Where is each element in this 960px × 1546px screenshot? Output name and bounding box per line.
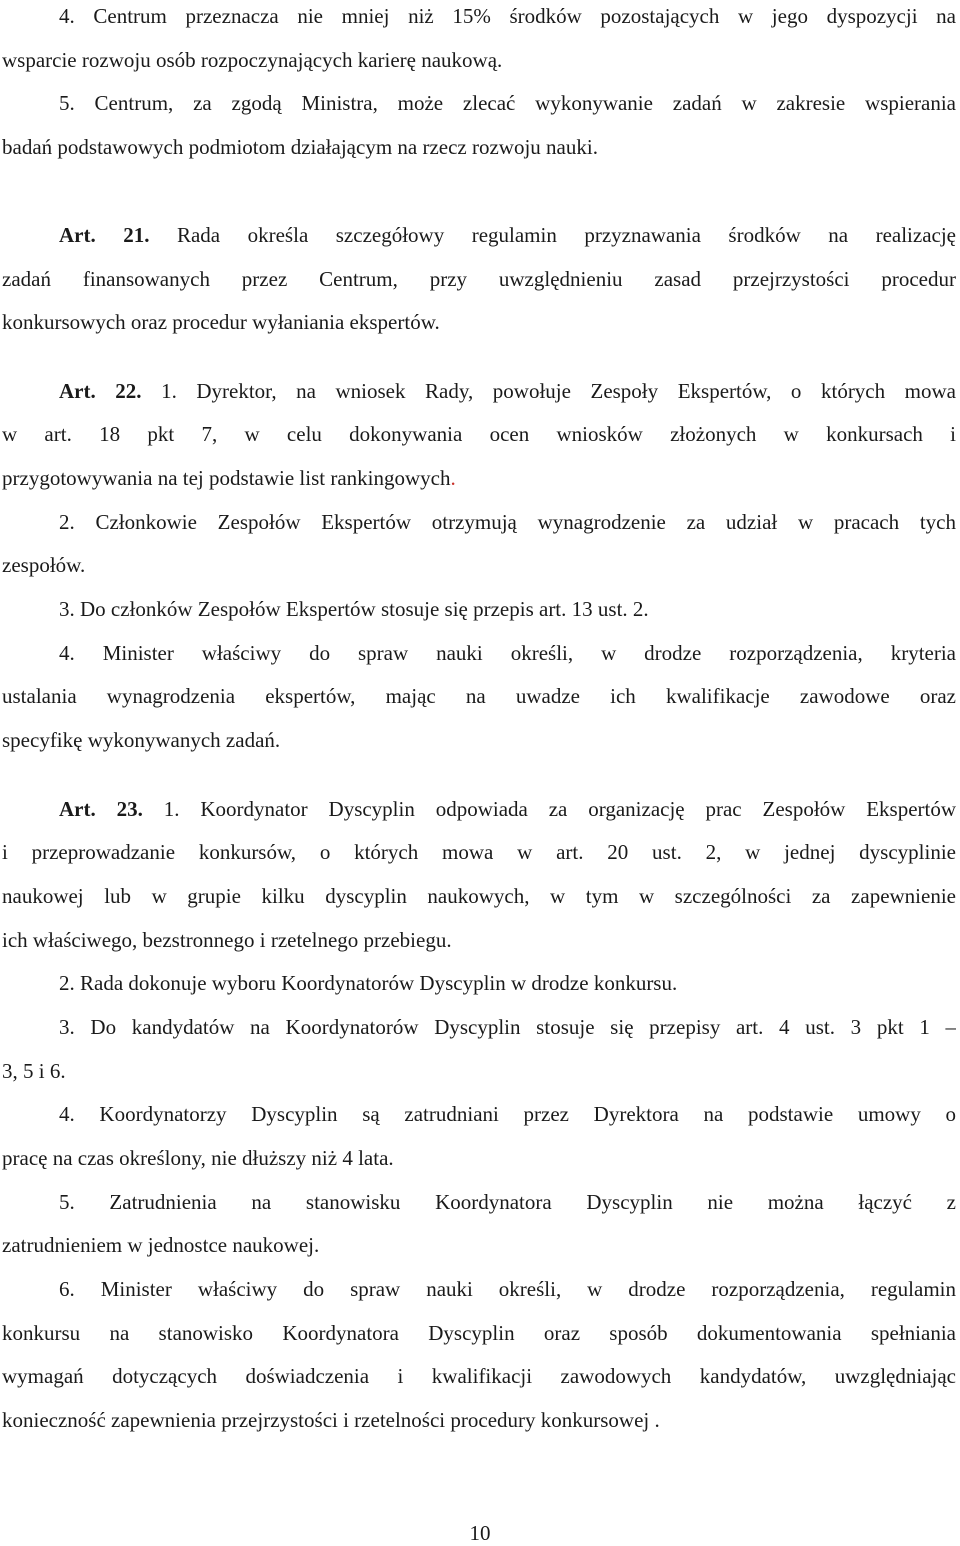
text-line: wymagań dotyczących doświadczenia i kwalifikacji zawodowych kandydatów, uwzględniając bbox=[2, 1364, 956, 1388]
text-line: badań podstawowych podmiotom działającym na rzecz rozwoju nauki. bbox=[2, 135, 598, 159]
text-line: 2. Rada dokonuje wyboru Koordynatorów Dyscyplin w drodze konkursu. bbox=[59, 971, 678, 995]
text-span: przygotowywania na tej podstawie list rankingowych bbox=[2, 466, 451, 490]
text-line: 5. Zatrudnienia na stanowisku Koordynatora Dyscyplin nie można łączyć z bbox=[59, 1190, 956, 1214]
text-line: wsparcie rozwoju osób rozpoczynających karierę naukową. bbox=[2, 48, 503, 72]
text-line: zespołów. bbox=[2, 553, 86, 577]
text-line: zatrudnieniem w jednostce naukowej. bbox=[2, 1233, 320, 1257]
text-line: 3. Do kandydatów na Koordynatorów Dyscyplin stosuje się przepisy art. 4 ust. 3 pkt 1 – bbox=[59, 1015, 956, 1039]
text-span: 1. Koordynator Dyscyplin odpowiada za organizację prac Zespołów Ekspertów bbox=[142, 797, 956, 821]
article-heading: Art. 23. bbox=[59, 797, 143, 821]
text-line: 6. Minister właściwy do spraw nauki określi, w drodze rozporządzenia, regulamin bbox=[59, 1277, 956, 1301]
text-line: ustalania wynagrodzenia ekspertów, mając na uwadze ich kwalifikacje zawodowe oraz bbox=[2, 684, 956, 708]
text-line: ich właściwego, bezstronnego i rzetelnego przebiegu. bbox=[2, 928, 452, 952]
text-span: 1. Dyrektor, na wniosek Rady, powołuje Zespoły Ekspertów, o których mowa bbox=[141, 379, 956, 403]
text-line: 4. Minister właściwy do spraw nauki określi, w drodze rozporządzenia, kryteria bbox=[59, 641, 956, 665]
text-line: konieczność zapewnienia przejrzystości i rzetelności procedury konkursowej . bbox=[2, 1408, 660, 1432]
text-line: naukowej lub w grupie kilku dyscyplin naukowych, w tym w szczególności za zapewnienie bbox=[2, 884, 956, 908]
text-line: specyfikę wykonywanych zadań. bbox=[2, 728, 281, 752]
text-line: 4. Koordynatorzy Dyscyplin są zatrudniani przez Dyrektora na podstawie umowy o bbox=[59, 1102, 956, 1126]
text-line: 3, 5 i 6. bbox=[2, 1059, 66, 1083]
text-line: 5. Centrum, za zgodą Ministra, może zlecać wykonywanie zadań w zakresie wspierania bbox=[59, 91, 956, 115]
text-line: konkursowych oraz procedur wyłaniania ekspertów. bbox=[2, 310, 440, 334]
text-line: pracę na czas określony, nie dłuższy niż 4 lata. bbox=[2, 1146, 394, 1170]
article-21-first-line bbox=[59, 222, 956, 248]
text-line: 4. Centrum przeznacza nie mniej niż 15% środków pozostających w jego dyspozycji na bbox=[59, 4, 956, 28]
text-span: Rada określa szczegółowy regulamin przyznawania środków na realizację bbox=[149, 223, 956, 247]
text-line: w art. 18 pkt 7, w celu dokonywania ocen wniosków złożonych w konkursach i bbox=[2, 422, 956, 446]
text-line: konkursu na stanowisko Koordynatora Dyscyplin oraz sposób dokumentowania spełniania bbox=[2, 1321, 956, 1345]
text-line bbox=[2, 465, 956, 491]
article-heading: Art. 21. bbox=[59, 223, 150, 247]
page-number: 10 bbox=[469, 1521, 491, 1545]
text-line: 3. Do członków Zespołów Ekspertów stosuje się przepis art. 13 ust. 2. bbox=[59, 597, 649, 621]
text-line: 2. Członkowie Zespołów Ekspertów otrzymują wynagrodzenie za udział w pracach tych bbox=[59, 510, 956, 534]
text-line: i przeprowadzanie konkursów, o których mowa w art. 20 ust. 2, w jednej dyscyplinie bbox=[2, 840, 956, 864]
red-period: . bbox=[450, 466, 456, 490]
article-22-first-line bbox=[59, 378, 956, 404]
article-heading: Art. 22. bbox=[59, 379, 142, 403]
article-23-first-line bbox=[59, 796, 956, 822]
text-line: zadań finansowanych przez Centrum, przy uwzględnieniu zasad przejrzystości procedur bbox=[2, 267, 956, 291]
